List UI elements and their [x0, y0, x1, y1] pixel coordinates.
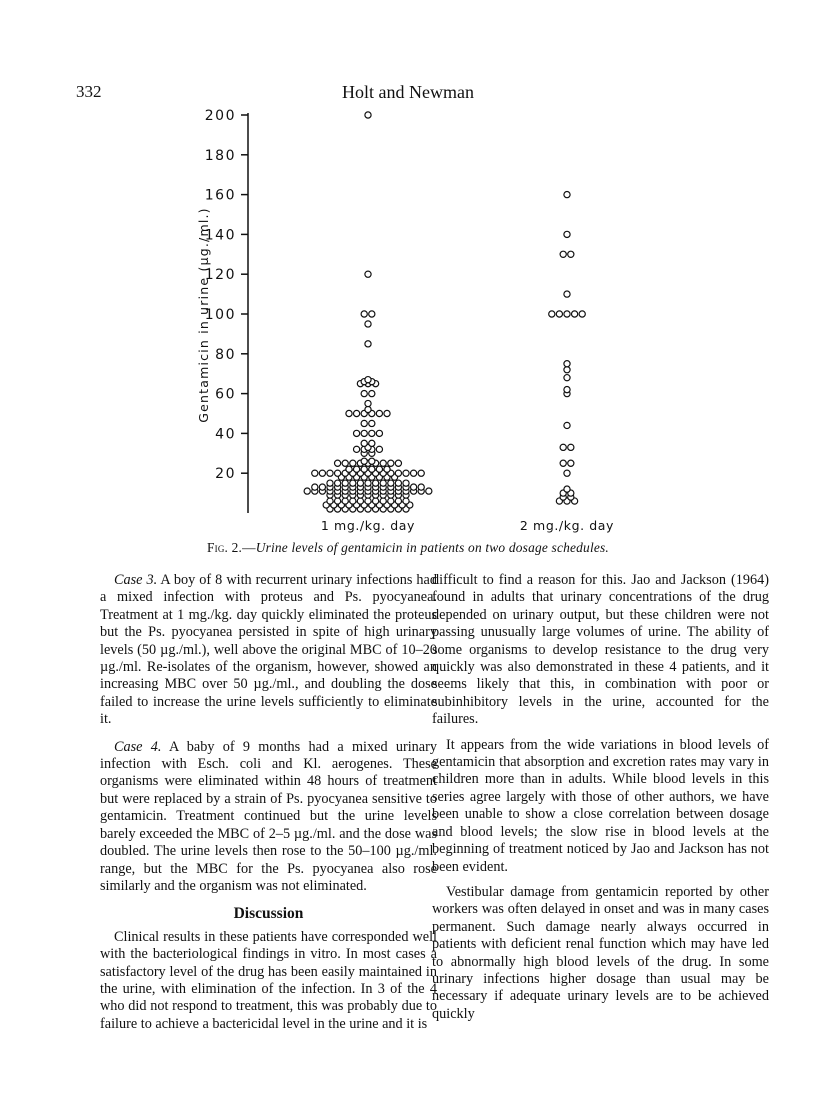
data-point: [319, 470, 325, 476]
data-point: [564, 367, 570, 373]
data-point: [564, 291, 570, 297]
data-point: [549, 311, 555, 317]
right-paragraph-2: It appears from the wide variations in blood levels of gentamicin that absorption and excretion rates may vary in children more than in adults. While blood levels in this series agree largely with those of other authors, we have been unable to show a close correlation between dosage and blood levels; the slow rise in blood levels at the beginning of treatment noticed by Jao and Jackson has not been evident.: [432, 736, 769, 875]
data-point: [564, 387, 570, 393]
page-number: 332: [76, 82, 102, 101]
running-head: Holt and Newman: [342, 82, 474, 102]
data-point: [369, 458, 375, 464]
data-point: [564, 486, 570, 492]
data-point: [395, 480, 401, 486]
data-point: [327, 498, 333, 504]
right-paragraph-3: Vestibular damage from gentamicin reported by other workers was often delayed in onset and was in many cases permanent. Such damage nearly always occurred in patients with deficient renal function which may have led to abnormally high blood levels of the drug. In some urinary infections higher dosage than usual may be necessary if adequate urinary levels are to be achieved quickly: [432, 883, 769, 1022]
y-axis-title: Gentamicin in urine (µg./ml.): [196, 207, 211, 423]
data-point: [312, 484, 318, 490]
data-point: [354, 446, 360, 452]
data-point: [568, 460, 574, 466]
right-column: [432, 572, 769, 1031]
data-point: [361, 466, 367, 472]
y-tick-label: 120: [204, 267, 236, 284]
data-point: [369, 466, 375, 472]
data-point: [342, 460, 348, 466]
data-point: [384, 466, 390, 472]
data-point: [564, 375, 570, 381]
figure-caption-text: Urine levels of gentamicin in patients on two dosage schedules.: [255, 540, 609, 555]
data-point: [564, 422, 570, 428]
x-category-label: 2 mg./kg. day: [519, 518, 615, 533]
data-point: [395, 460, 401, 466]
data-point: [357, 480, 363, 486]
data-point: [361, 311, 367, 317]
figure-caption-label: Fig. 2.: [207, 540, 243, 555]
data-point: [357, 498, 363, 504]
case-3-label: Case 3.: [114, 572, 158, 588]
data-point: [335, 480, 341, 486]
y-tick-label: 160: [204, 187, 236, 204]
data-point: [568, 444, 574, 450]
left-column: [100, 572, 437, 1043]
data-point: [388, 460, 394, 466]
data-point: [568, 251, 574, 257]
data-point: [365, 498, 371, 504]
data-point: [395, 498, 401, 504]
data-point: [369, 391, 375, 397]
discussion-heading: Discussion: [233, 905, 304, 923]
data-point: [560, 460, 566, 466]
data-point: [380, 480, 386, 486]
data-point: [365, 341, 371, 347]
data-point: [342, 498, 348, 504]
data-point: [361, 458, 367, 464]
data-point: [335, 470, 341, 476]
data-point: [365, 321, 371, 327]
data-point: [411, 470, 417, 476]
data-point: [572, 311, 578, 317]
data-point: [403, 480, 409, 486]
data-point: [350, 460, 356, 466]
data-point: [373, 498, 379, 504]
data-point: [380, 460, 386, 466]
right-paragraph-1: difficult to find a reason for this. Jao and Jackson (1964) found in adults that urinary concentrations of the drug depended on urinary output, but these children were not passing unusually large volumes of urine. The ability of some organisms to develop resistance to the drug very quickly was also demonstrated in these 4 patients, and it seems likely that this, in combination with poor or subinhibitory levels in the urine, accounted for the failures.: [432, 572, 769, 728]
data-point: [560, 251, 566, 257]
data-point: [418, 484, 424, 490]
data-point: [365, 400, 371, 406]
data-point: [564, 311, 570, 317]
data-point: [418, 470, 424, 476]
data-point: [403, 498, 409, 504]
data-point: [560, 444, 566, 450]
data-point: [335, 460, 341, 466]
data-point: [369, 311, 375, 317]
data-point: [361, 391, 367, 397]
data-point: [365, 406, 371, 412]
case-3-text: A boy of 8 with recurrent urinary infections had a mixed infection with proteus and Ps. pyocyanea. Treatment at 1 mg./kg. day quickly eliminated the proteus but the Ps. pyocyanea persisted in spite of high urinary levels (50 µg./ml.), well above the original MBC of 10–20 µg./ml. Re-isolates of the organism, however, showed an increasing MBC over 50 µg./ml., and doubling the dose failed to increase the urine levels sufficiently to eliminate it.: [100, 572, 438, 728]
y-tick-label: 20: [215, 466, 236, 483]
y-tick-label: 40: [215, 426, 236, 443]
data-point: [384, 410, 390, 416]
data-point: [350, 498, 356, 504]
y-tick-label: 60: [215, 386, 236, 403]
data-point: [342, 480, 348, 486]
data-point: [556, 311, 562, 317]
data-point: [376, 466, 382, 472]
y-tick-label: 200: [204, 108, 236, 124]
y-tick-label: 80: [215, 346, 236, 363]
data-point: [304, 488, 310, 494]
y-tick-label: 100: [204, 307, 236, 323]
data-point: [388, 498, 394, 504]
data-point: [426, 488, 432, 494]
data-point: [564, 231, 570, 237]
x-category-label: 1 mg./kg. day: [320, 518, 416, 533]
data-point: [369, 420, 375, 426]
data-point: [361, 440, 367, 446]
data-point: [564, 192, 570, 198]
data-point: [354, 430, 360, 436]
data-point: [361, 420, 367, 426]
data-point: [388, 480, 394, 486]
data-point: [365, 480, 371, 486]
data-point: [373, 480, 379, 486]
data-point: [346, 410, 352, 416]
data-point: [369, 440, 375, 446]
data-point: [380, 498, 386, 504]
data-point: [376, 410, 382, 416]
data-point: [327, 470, 333, 476]
case-4-text: A baby of 9 months had a mixed urinary infection with Esch. coli and Kl. aerogenes. These organisms were eliminated within 48 hours of treatment but were replaced by a strain of Ps. pyocyanea sensitive to gentamicin. Treatment continued but the urine levels barely exceeded the MBC of 2–5 µg./ml. and the dose was doubled. The urine levels then rose to the 50–100 µg./ml. range, but the MBC for the Ps. pyocyanea also rose similarly and the organism was not eliminated.: [100, 738, 437, 894]
data-point: [319, 484, 325, 490]
case-4-paragraph: [100, 739, 437, 896]
data-point: [350, 480, 356, 486]
y-tick-label: 180: [204, 147, 236, 164]
discussion-paragraph-1: Clinical results in these patients have corresponded well with the bacteriological findings in vitro. In most cases a satisfactory level of the drug has been easily maintained in the urine, with elimination of the infection. In 3 of the 4 who did not respond to treatment, this was probably due to failure to achieve a bactericidal level in the urine and it is: [100, 928, 437, 1032]
case-3-paragraph: [100, 572, 437, 729]
data-point: [365, 271, 371, 277]
data-point: [411, 484, 417, 490]
data-point: [354, 410, 360, 416]
data-point: [327, 480, 333, 486]
urine-levels-scatter-chart: [0, 0, 816, 540]
data-point: [564, 470, 570, 476]
data-point: [346, 466, 352, 472]
data-point: [335, 498, 341, 504]
data-point: [376, 430, 382, 436]
data-point: [365, 377, 371, 383]
figure-caption: Fig. 2.—Urine levels of gentamicin in patients on two dosage schedules.: [207, 540, 609, 555]
data-point: [403, 470, 409, 476]
y-tick-label: 140: [204, 227, 236, 244]
data-point: [579, 311, 585, 317]
data-point: [395, 470, 401, 476]
case-4-label: Case 4.: [114, 738, 162, 755]
data-point: [564, 361, 570, 367]
data-point: [365, 112, 371, 118]
data-point: [312, 470, 318, 476]
data-point: [361, 430, 367, 436]
data-point: [354, 466, 360, 472]
data-point: [369, 430, 375, 436]
data-point: [376, 446, 382, 452]
